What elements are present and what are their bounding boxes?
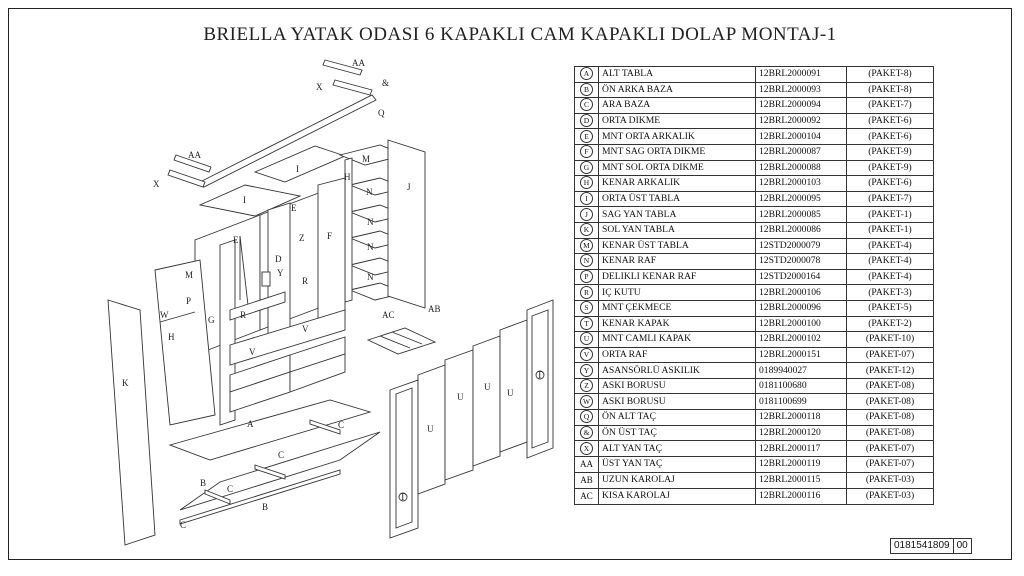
- part-code: 12BRL2000151: [756, 347, 847, 363]
- part-code: 0189940027: [756, 363, 847, 379]
- part-code: 0181100699: [756, 394, 847, 410]
- part-name: KENAR RAF: [599, 254, 756, 270]
- parts-row: [575, 441, 934, 457]
- parts-row: [575, 191, 934, 207]
- part-name: ASKI BORUSU: [599, 378, 756, 394]
- document-number-box: [890, 538, 972, 554]
- label-d: D: [275, 254, 282, 264]
- label-x-top: X: [316, 82, 323, 92]
- label-t-right: T: [537, 370, 543, 380]
- part-name: ASKI BORUSU: [599, 394, 756, 410]
- parts-row: [575, 347, 934, 363]
- part-code: 12BRL2000120: [756, 425, 847, 441]
- part-package: (PAKET-08): [847, 378, 934, 394]
- part-symbol-cell: [575, 441, 599, 457]
- part-symbol: V: [580, 348, 593, 361]
- part-package: (PAKET-9): [847, 144, 934, 160]
- part-name: ÖN ARKA BAZA: [599, 82, 756, 98]
- label-x-left: X: [153, 179, 160, 189]
- label-w: W: [160, 310, 169, 320]
- parts-row: [575, 67, 934, 83]
- label-v-right: V: [302, 324, 309, 334]
- part-symbol-cell: [575, 160, 599, 176]
- part-package: (PAKET-2): [847, 316, 934, 332]
- part-code: 12BRL2000096: [756, 300, 847, 316]
- part-name: ORTA DIKME: [599, 113, 756, 129]
- part-symbol: AB: [580, 474, 593, 485]
- parts-row: [575, 129, 934, 145]
- part-name: KENAR ÜST TABLA: [599, 238, 756, 254]
- part-code: 12BRL2000094: [756, 98, 847, 114]
- part-symbol-cell: [575, 488, 599, 504]
- part-symbol-cell: [575, 347, 599, 363]
- label-n-4: N: [367, 272, 374, 282]
- part-name: MNT SOL ORTA DIKME: [599, 160, 756, 176]
- part-symbol: X: [580, 442, 593, 455]
- part-name: KENAR ARKALIK: [599, 176, 756, 192]
- label-u-3: U: [484, 382, 491, 392]
- parts-list-table: [574, 66, 934, 505]
- part-symbol: D: [580, 114, 593, 127]
- parts-row: [575, 410, 934, 426]
- part-symbol-cell: [575, 144, 599, 160]
- part-package: (PAKET-08): [847, 394, 934, 410]
- label-c-3: C: [227, 484, 234, 494]
- part-symbol-cell: [575, 394, 599, 410]
- label-p: P: [186, 296, 192, 306]
- label-c-4: C: [180, 520, 187, 530]
- part-name: MNT ORTA ARKALIK: [599, 129, 756, 145]
- main-carcass: [195, 178, 345, 425]
- label-t-left: T: [400, 492, 406, 502]
- part-package: (PAKET-08): [847, 410, 934, 426]
- part-package: (PAKET-4): [847, 254, 934, 270]
- part-symbol-cell: [575, 378, 599, 394]
- part-symbol: N: [580, 254, 593, 267]
- part-symbol: P: [580, 270, 593, 283]
- label-amp: &: [382, 78, 390, 88]
- parts-row: [575, 300, 934, 316]
- part-name: KENAR KAPAK: [599, 316, 756, 332]
- part-symbol: G: [580, 161, 593, 174]
- part-package: (PAKET-08): [847, 425, 934, 441]
- part-code: 12BRL2000092: [756, 113, 847, 129]
- part-package: (PAKET-7): [847, 191, 934, 207]
- label-n-3: N: [367, 242, 374, 252]
- side-door-left: [390, 380, 418, 538]
- part-symbol-cell: [575, 410, 599, 426]
- part-symbol: M: [580, 239, 593, 252]
- parts-row: [575, 82, 934, 98]
- label-f: F: [327, 231, 333, 241]
- part-package: (PAKET-4): [847, 238, 934, 254]
- label-u-2: U: [457, 392, 464, 402]
- part-symbol: Z: [580, 379, 593, 392]
- part-symbol-cell: [575, 425, 599, 441]
- right-side-panel: [388, 140, 425, 308]
- part-package: (PAKET-03): [847, 488, 934, 504]
- part-symbol: E: [580, 130, 593, 143]
- label-k: K: [122, 378, 129, 388]
- label-c-1: C: [338, 420, 345, 430]
- label-r-right: R: [302, 276, 309, 286]
- parts-row: [575, 316, 934, 332]
- part-package: (PAKET-1): [847, 207, 934, 223]
- part-code: 12STD2000079: [756, 238, 847, 254]
- label-b-2: B: [200, 478, 207, 488]
- label-r-left: R: [240, 310, 247, 320]
- part-package: (PAKET-8): [847, 82, 934, 98]
- part-package: (PAKET-10): [847, 332, 934, 348]
- label-n-2: N: [367, 217, 374, 227]
- part-symbol: Y: [580, 364, 593, 377]
- label-b-1: B: [262, 502, 269, 512]
- part-symbol: AA: [580, 458, 593, 469]
- part-symbol-cell: [575, 456, 599, 472]
- part-name: ARA BAZA: [599, 98, 756, 114]
- part-code: 12BRL2000106: [756, 285, 847, 301]
- part-code: 12BRL2000103: [756, 176, 847, 192]
- label-j: J: [407, 182, 411, 192]
- parts-row: [575, 254, 934, 270]
- part-name: ÖN ÜST TAÇ: [599, 425, 756, 441]
- part-package: (PAKET-3): [847, 285, 934, 301]
- parts-list-body: [575, 67, 934, 505]
- parts-row: [575, 378, 934, 394]
- part-package: (PAKET-07): [847, 456, 934, 472]
- part-symbol-cell: [575, 332, 599, 348]
- part-symbol: W: [580, 395, 593, 408]
- parts-row: [575, 238, 934, 254]
- part-code: 12BRL2000088: [756, 160, 847, 176]
- part-symbol: J: [580, 208, 593, 221]
- part-package: (PAKET-6): [847, 113, 934, 129]
- label-g: G: [208, 315, 215, 325]
- part-symbol-cell: [575, 113, 599, 129]
- part-name: ÖN ALT TAÇ: [599, 410, 756, 426]
- label-c-2: C: [278, 450, 285, 460]
- parts-row: [575, 488, 934, 504]
- label-aa-top: AA: [352, 58, 365, 68]
- part-symbol-cell: [575, 207, 599, 223]
- part-package: (PAKET-03): [847, 472, 934, 488]
- label-n-1: N: [366, 187, 373, 197]
- part-symbol: C: [580, 98, 593, 111]
- part-name: MNT ÇEKMECE: [599, 300, 756, 316]
- glass-door-2: [445, 350, 473, 480]
- parts-row: [575, 332, 934, 348]
- part-symbol-cell: [575, 67, 599, 83]
- part-code: 12BRL2000115: [756, 472, 847, 488]
- label-y: Y: [277, 268, 284, 278]
- label-a: A: [247, 419, 254, 429]
- part-package: (PAKET-6): [847, 129, 934, 145]
- part-name: MNT CAMLI KAPAK: [599, 332, 756, 348]
- part-symbol-cell: [575, 238, 599, 254]
- part-symbol-cell: [575, 363, 599, 379]
- part-code: 12STD2000078: [756, 254, 847, 270]
- part-symbol: I: [580, 192, 593, 205]
- part-package: (PAKET-4): [847, 269, 934, 285]
- left-side-panel-k: [108, 300, 155, 545]
- part-symbol: H: [580, 176, 593, 189]
- part-symbol-cell: [575, 98, 599, 114]
- part-name: ALT TABLA: [599, 67, 756, 83]
- part-symbol-cell: [575, 222, 599, 238]
- right-shelf-tower: [340, 140, 425, 308]
- part-symbol: F: [580, 145, 593, 158]
- label-i-right: I: [296, 164, 299, 174]
- label-i-left: I: [243, 195, 246, 205]
- part-code: 12BRL2000118: [756, 410, 847, 426]
- label-u-4: U: [507, 388, 514, 398]
- doc-code: 0181541809: [894, 540, 950, 551]
- glass-door-4: [500, 320, 527, 452]
- parts-row: [575, 113, 934, 129]
- small-drawer-box: [368, 328, 435, 354]
- part-name: SAG YAN TABLA: [599, 207, 756, 223]
- parts-row: [575, 472, 934, 488]
- part-package: (PAKET-1): [847, 222, 934, 238]
- label-z: Z: [299, 233, 305, 243]
- part-name: ORTA ÜST TABLA: [599, 191, 756, 207]
- label-m-left: M: [185, 270, 194, 280]
- part-package: (PAKET-5): [847, 300, 934, 316]
- part-code: 12BRL2000116: [756, 488, 847, 504]
- part-package: (PAKET-07): [847, 347, 934, 363]
- part-code: 12BRL2000100: [756, 316, 847, 332]
- part-symbol-cell: [575, 176, 599, 192]
- part-code: 12BRL2000093: [756, 82, 847, 98]
- label-u-1: U: [427, 424, 434, 434]
- parts-row: [575, 160, 934, 176]
- part-code: 12BRL2000087: [756, 144, 847, 160]
- part-code: 12BRL2000104: [756, 129, 847, 145]
- part-symbol: U: [580, 332, 593, 345]
- glass-door-3: [473, 336, 500, 466]
- part-symbol: B: [580, 83, 593, 96]
- parts-row: [575, 425, 934, 441]
- part-symbol: R: [580, 286, 593, 299]
- label-ac: AC: [382, 310, 395, 320]
- part-code: 12BRL2000119: [756, 456, 847, 472]
- part-symbol-cell: [575, 254, 599, 270]
- parts-row: [575, 176, 934, 192]
- parts-row: [575, 98, 934, 114]
- page-title: BRIELLA YATAK ODASI 6 KAPAKLI CAM KAPAKLI DOLAP MONTAJ-1: [203, 24, 837, 45]
- parts-row: [575, 144, 934, 160]
- part-symbol-cell: [575, 269, 599, 285]
- label-ab: AB: [428, 304, 441, 314]
- part-symbol-cell: [575, 316, 599, 332]
- part-code: 12BRL2000086: [756, 222, 847, 238]
- part-symbol: T: [580, 317, 593, 330]
- part-symbol: S: [580, 301, 593, 314]
- parts-row: [575, 394, 934, 410]
- part-symbol-cell: [575, 129, 599, 145]
- part-name: DELIKLI KENAR RAF: [599, 269, 756, 285]
- parts-row: [575, 222, 934, 238]
- part-name: ORTA RAF: [599, 347, 756, 363]
- label-aa-left: AA: [188, 150, 201, 160]
- part-package: (PAKET-9): [847, 160, 934, 176]
- part-symbol-cell: [575, 285, 599, 301]
- part-symbol-cell: [575, 472, 599, 488]
- part-code: 12BRL2000095: [756, 191, 847, 207]
- part-code: 12BRL2000091: [756, 67, 847, 83]
- part-code: 0181100680: [756, 378, 847, 394]
- part-name: ALT YAN TAÇ: [599, 441, 756, 457]
- part-name: SOL YAN TABLA: [599, 222, 756, 238]
- part-package: (PAKET-6): [847, 176, 934, 192]
- part-code: 12BRL2000085: [756, 207, 847, 223]
- part-name: IÇ KUTU: [599, 285, 756, 301]
- parts-row: [575, 285, 934, 301]
- part-code: 12BRL2000102: [756, 332, 847, 348]
- part-code: 12STD2000164: [756, 269, 847, 285]
- part-package: (PAKET-12): [847, 363, 934, 379]
- part-name: ÜST YAN TAÇ: [599, 456, 756, 472]
- part-symbol: Q: [580, 410, 593, 423]
- parts-row: [575, 456, 934, 472]
- part-name: KISA KAROLAJ: [599, 488, 756, 504]
- part-symbol: K: [580, 223, 593, 236]
- part-symbol: AC: [580, 490, 593, 501]
- part-symbol-cell: [575, 82, 599, 98]
- part-symbol-cell: [575, 300, 599, 316]
- part-package: (PAKET-8): [847, 67, 934, 83]
- part-code: 12BRL2000117: [756, 441, 847, 457]
- label-e-right: E: [291, 203, 297, 213]
- label-m-right: M: [362, 154, 371, 164]
- parts-row: [575, 269, 934, 285]
- parts-row: [575, 363, 934, 379]
- part-package: (PAKET-07): [847, 441, 934, 457]
- part-name: ASANSÖRLÜ ASKILIK: [599, 363, 756, 379]
- label-h-left: H: [168, 332, 175, 342]
- label-v-left: V: [249, 347, 256, 357]
- part-name: MNT SAG ORTA DIKME: [599, 144, 756, 160]
- part-name: UZUN KAROLAJ: [599, 472, 756, 488]
- doc-revision: 00: [953, 539, 971, 553]
- part-symbol-cell: [575, 191, 599, 207]
- label-q: Q: [378, 108, 385, 118]
- parts-row: [575, 207, 934, 223]
- part-symbol: A: [580, 67, 593, 80]
- part-symbol: &: [580, 426, 593, 439]
- label-e-left: E: [233, 235, 239, 245]
- part-package: (PAKET-7): [847, 98, 934, 114]
- label-h-right: H: [344, 172, 351, 182]
